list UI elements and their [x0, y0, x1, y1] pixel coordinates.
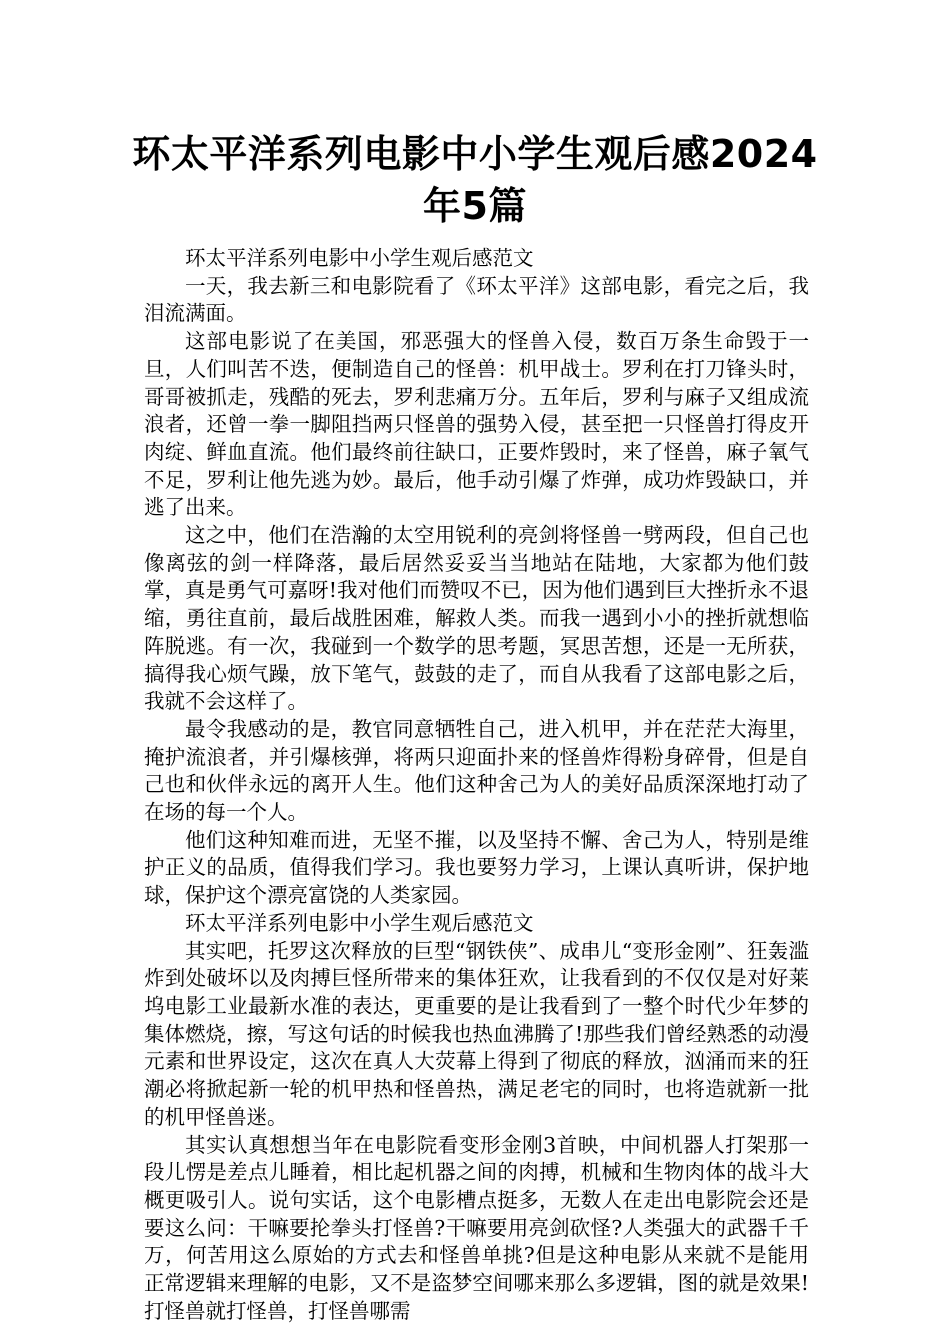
paragraph: 他们这种知难而进，无坚不摧，以及坚持不懈、舍己为人，特别是维护正义的品质，值得我们学习。我也要努力学习，上课认真听讲，保护地球，保护这个漂亮富饶的人类家园。 [144, 827, 809, 908]
document-title: 环太平洋系列电影中小学生观后感2024年5篇 [132, 132, 818, 228]
paragraph: 其实吧，托罗这次释放的巨型“钢铁侠”、成串儿“变形金刚”、狂轰滥炸到处破坏以及肉搏巨怪所带来的集体狂欢，让我看到的不仅仅是对好莱坞电影工业最新水准的表达，更重要的是让我看到了一整个时代少年梦的集体燃烧，擦，写这句话的时候我也热血沸腾了!那些我们曾经熟悉的动漫元素和世界设定，这次在真人大荧幕上得到了彻底的释放，汹涌而来的狂潮必将掀起新一轮的机甲热和怪兽热，满足老宅的同时，也将造就新一批的机甲怪兽迷。 [144, 938, 809, 1129]
document-body [144, 245, 809, 1325]
paragraph: 这部电影说了在美国，邪恶强大的怪兽入侵，数百万条生命毁于一旦，人们叫苦不迭，便制造自己的怪兽：机甲战士。罗利在打刀锋头时，哥哥被抓走，残酷的死去，罗利悲痛万分。五年后，罗利与麻子又组成流浪者，还曾一拳一脚阻挡两只怪兽的强势入侵，甚至把一只怪兽打得皮开肉绽、鲜血直流。他们最终前往缺口，正要炸毁时，来了怪兽，麻子氧气不足，罗利让他先逃为妙。最后，他手动引爆了炸弹，成功炸毁缺口，并逃了出来。 [144, 329, 809, 520]
paragraph: 这之中，他们在浩瀚的太空用锐利的亮剑将怪兽一劈两段，但自己也像离弦的剑一样降落，最后居然妥妥当当地站在陆地，大家都为他们鼓掌，真是勇气可嘉呀!我对他们而赞叹不已，因为他们遇到巨大挫折永不退缩，勇往直前，最后战胜困难，解救人类。而我一遇到小小的挫折就想临阵脱逃。有一次，我碰到一个数学的思考题，冥思苦想，还是一无所获，搞得我心烦气躁，放下笔气，鼓鼓的走了，而自从我看了这部电影之后，我就不会这样了。 [144, 523, 809, 714]
section-heading: 环太平洋系列电影中小学生观后感范文 [185, 246, 534, 270]
paragraph: 其实认真想想当年在电影院看变形金刚3首映，中间机器人打架那一段儿愣是差点儿睡着，相比起机器之间的肉搏，机械和生物肉体的战斗大概更吸引人。说句实话，这个电影槽点挺多，无数人在走出电影院会还是要这么问：干嘛要抡拳头打怪兽?干嘛要用亮剑砍怪?人类强大的武器千千万，何苦用这么原始的方式去和怪兽单挑?但是这种电影从来就不是能用正常逻辑来理解的电影，又不是盗梦空间哪来那么多逻辑，图的就是效果!打怪兽就打怪兽，打怪兽哪需 [144, 1132, 809, 1323]
paragraph: 最令我感动的是，教官同意牺牲自己，进入机甲，并在茫茫大海里，掩护流浪者，并引爆核弹，将两只迎面扑来的怪兽炸得粉身碎骨，但是自己也和伙伴永远的离开人生。他们这种舍己为人的美好品质深深地打动了在场的每一个人。 [144, 716, 809, 825]
section-heading: 环太平洋系列电影中小学生观后感范文 [185, 910, 534, 935]
paragraph: 一天，我去新三和电影院看了《环太平洋》这部电影，看完之后，我泪流满面。 [144, 273, 809, 326]
